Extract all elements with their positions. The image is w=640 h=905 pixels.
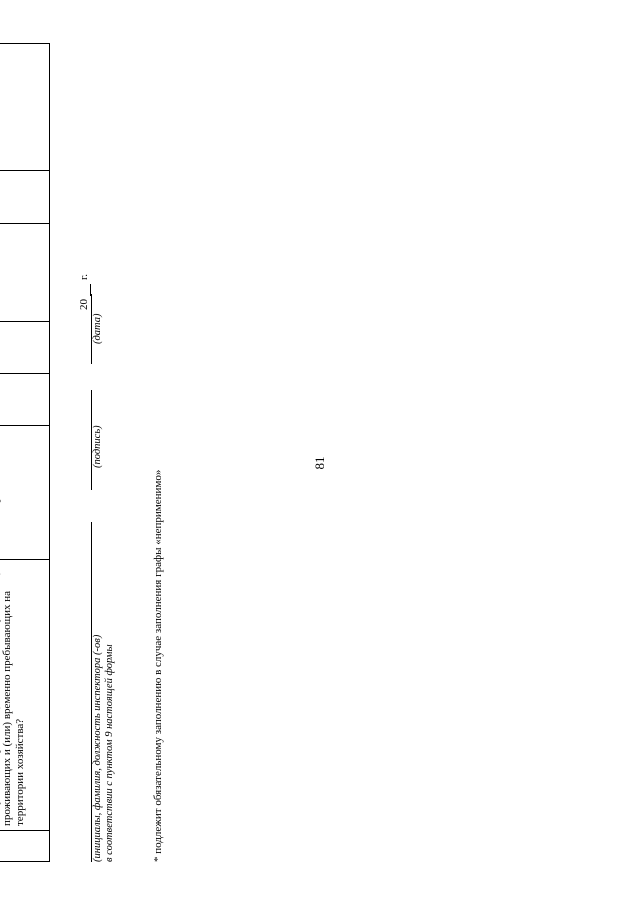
requirement-question: проживающих и (или) временно пребывающих на территории хозяйства? (0, 560, 50, 831)
row-number (0, 831, 50, 862)
signature-caption: (подпись) (92, 425, 103, 468)
date-caption: (дата) (92, 313, 103, 344)
note-cell[interactable] (0, 171, 50, 224)
answer-not-applicable-cell[interactable] (0, 224, 50, 322)
comment-cell[interactable] (0, 44, 50, 171)
year-prefix: 20 (78, 299, 90, 310)
answer-no-cell[interactable] (0, 322, 50, 374)
inspector-caption-line2: в соответствии с пунктом 9 настоящей формы (104, 644, 115, 862)
date-field (73, 224, 104, 364)
answer-yes-cell[interactable] (0, 374, 50, 426)
footnote: * подлежит обязательному заполнению в случае заполнения графы «неприменимо» (152, 469, 164, 862)
signature-field (91, 370, 104, 490)
legal-reference (0, 426, 50, 560)
inspector-caption-line1: (инициалы, фамилия, должность инспектора (-ов) (92, 634, 103, 862)
rotated-content (0, 44, 256, 862)
checklist-table (0, 43, 50, 862)
table-row (0, 44, 50, 862)
page-number: 81 (312, 456, 327, 470)
year-suffix: г. (78, 273, 90, 280)
